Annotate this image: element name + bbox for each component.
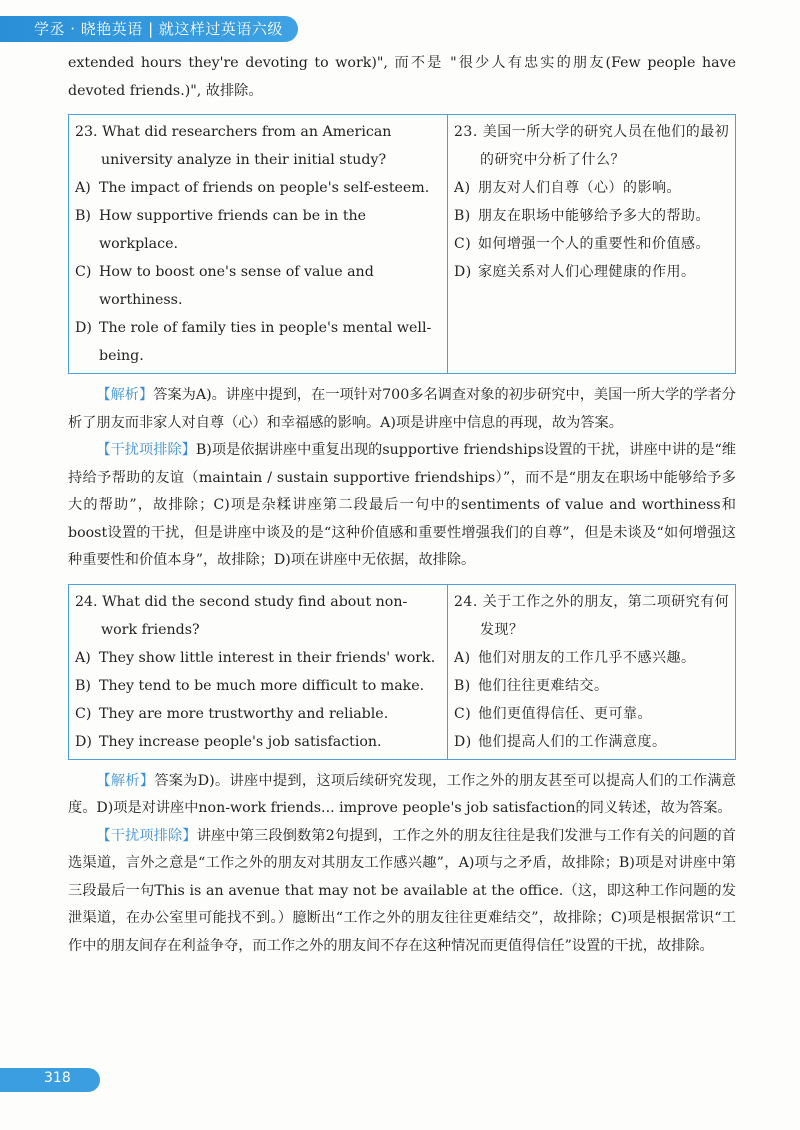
distractor-tag: 【干扰项排除】 (96, 442, 196, 458)
question-23-en-option-b: B) How supportive friends can be in the workplace. (75, 208, 367, 252)
question-23-zh-option-d: D) 家庭关系对人们心理健康的作用。 (454, 264, 696, 280)
analysis-tag: 【解析】 (96, 772, 155, 789)
analysis-23: 【解析】答案为A)。讲座中提到，在一项针对700多名调查对象的初步研究中，美国一所大学的学者分析了朋友而非家人对自尊（心）和幸福感的影响。A)项是讲座中信息的再现，故为答案。 (68, 387, 736, 431)
header-banner (0, 16, 298, 42)
analysis-tag: 【解析】 (96, 387, 154, 403)
question-24-en-option-c: C) They are more trustworthy and reliable. (75, 705, 389, 722)
distractor-23: 【干扰项排除】B)项是依据讲座中重复出现的supportive friendships设置的干扰，讲座中讲的是“维持给予帮助的友谊（maintain / sustain supportive friendships）”，而不是“朋友在职场中能够给予多大的帮助”，故排除；C)项是杂糅讲座第二段最后一句中的sentiments of value and worthiness和boost设置的干扰，但是讲座中谈及的是“这种价值感和重要性增强我们的自尊”，但是未谈及“如何增强这种重要性和价值本身”，故排除；D)项在讲座中无依据，故排除。 (68, 442, 736, 568)
question-24-zh-option-d: D) 他们提高人们的工作满意度。 (454, 733, 667, 750)
intro-paragraph: extended hours they're devoting to work)", 而不是 "很少人有忠实的朋友(Few people have devoted friends.)", 故排除。 (68, 55, 736, 99)
question-24-zh-option-c: C) 他们更值得信任、更可靠。 (454, 705, 652, 722)
book-title: 学丞 · 晓艳英语 | 就这样过英语六级 (34, 20, 283, 38)
question-24-en-option-d: D) They increase people's job satisfaction. (75, 733, 382, 750)
question-24-en-option-a: A) They show little interest in their friends' work. (75, 649, 436, 666)
question-23-zh-stem: 23. 美国一所大学的研究人员在他们的最初的研究中分析了什么？ (454, 124, 730, 168)
question-23-en-stem: 23. What did researchers from an American university analyze in their initial study? (75, 124, 392, 168)
footer-page-tab (0, 1068, 100, 1092)
page-content (68, 50, 736, 960)
question-24-en-stem: 24. What did the second study find about non-work friends? (75, 593, 408, 638)
analysis-24: 【解析】答案为D)。讲座中提到，这项后续研究发现，工作之外的朋友甚至可以提高人们的工作满意度。D)项是对讲座中non-work friends... improve people's job satisfaction的同义转述，故为答案。 (68, 772, 736, 816)
page-number: 318 (44, 1070, 71, 1086)
distractor-24: 【干扰项排除】讲座中第三段倒数第2句提到，工作之外的朋友往往是我们发泄与工作有关的问题的首选渠道，言外之意是“工作之外的朋友对其朋友工作感兴趣”，A)项与之矛盾，故排除；B)项是对讲座中第三段最后一句This is an avenue that may not be available at the office.（这，即这种工作问题的发泄渠道，在办公室里可能找不到。）臆断出“工作之外的朋友往往更难结交”，故排除；C)项是根据常识“工作中的朋友间存在利益争夺，而工作之外的朋友间不存在这种情况而更值得信任”设置的干扰，故排除。 (68, 827, 736, 954)
question-23-chinese (448, 115, 736, 374)
question-23-zh-option-c: C) 如何增强一个人的重要性和价值感。 (454, 236, 710, 252)
question-23-english (69, 115, 448, 374)
question-24-chinese (448, 584, 736, 759)
question-23-en-option-c: C) How to boost one's sense of value and worthiness. (75, 264, 374, 308)
question-24-en-option-b: B) They tend to be much more difficult to make. (75, 677, 425, 694)
question-24-zh-option-b: B) 他们往往更难结交。 (454, 677, 609, 694)
question-24-zh-option-a: A) 他们对朋友的工作几乎不感兴趣。 (454, 649, 696, 666)
question-23-zh-option-b: B) 朋友在职场中能够给予多大的帮助。 (454, 208, 710, 224)
question-24-table (68, 584, 736, 760)
question-23-en-option-d: D) The role of family ties in people's mental well-being. (75, 320, 432, 364)
distractor-tag: 【干扰项排除】 (96, 827, 197, 844)
question-23-en-option-a: A) The impact of friends on people's self-esteem. (75, 180, 430, 196)
question-23-table (68, 114, 736, 374)
question-24-english (69, 584, 448, 759)
question-23-zh-option-a: A) 朋友对人们自尊（心）的影响。 (454, 180, 681, 196)
question-24-zh-stem: 24. 关于工作之外的朋友，第二项研究有何发现？ (454, 593, 730, 638)
